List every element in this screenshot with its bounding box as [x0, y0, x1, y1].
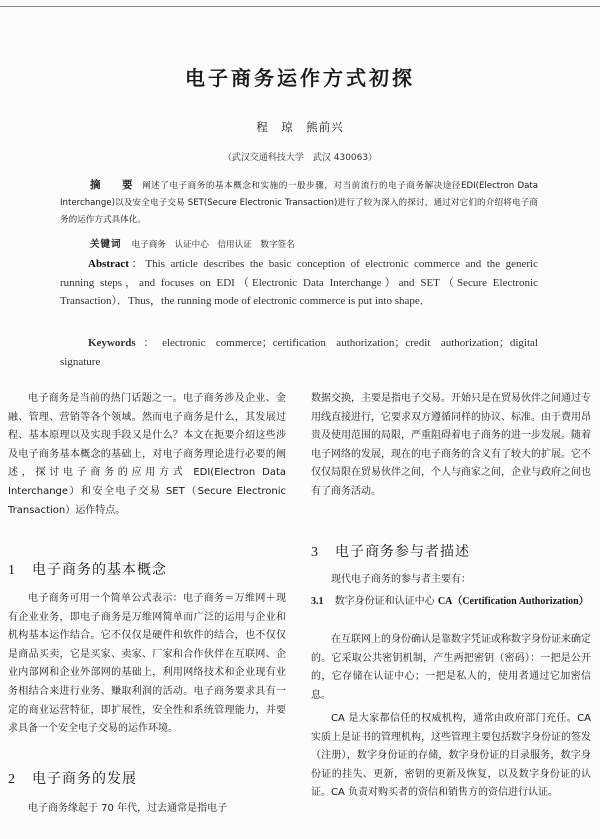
abstract-en-label: Abstract [88, 258, 129, 270]
section-2-paragraph: 电子商务缘起于 70 年代，过去通常是指电子 [28, 803, 228, 814]
top-rule [0, 6, 600, 7]
subsection-3-1-para1: 在互联网上的身份确认是靠数字凭证或称数字身份证来确定的。它采取公共密钥机制，产生两把密钥（密码）：一把是公开的，它存储在认证中心；一把是私人的，使用者通过它加密信息。 [311, 634, 591, 701]
paper-title: 电子商务运作方式初探 [185, 66, 415, 90]
keywords-en [60, 334, 538, 371]
subsection-3-1-number: 3.1 [311, 596, 324, 607]
right-top-paragraph: 数据交换，主要是指电子交易。开始只是在贸易伙伴之间通过专用线直接进行，它要求双方遵循同样的协议、标准。由于费用昂贵及使用范围的局限，严重阻碍着电子商务的进一步发展。随着电子网络的发展，现在的电子商务的含义有了较大的扩展。它不仅仅局限在贸易伙伴之间，个人与商家之间，企业与政府之间也有了商务活动。 [311, 393, 591, 497]
section-1-heading [8, 559, 167, 579]
section-3-heading [311, 541, 470, 561]
affiliation: （武汉交通科技大学 武汉 430063） [222, 153, 378, 163]
section-1-number: 1 [8, 563, 16, 578]
abstract-en-text: ：This article describes the basic conception of electronic commerce and the generic running steps，and focuses on EDI（Electronic Data Interchange）and SET（Secure Electronic Transaction）．Thus，the running mode of electronic commerce is put into shape． [60, 258, 538, 307]
section-1-paragraph: 电子商务可用一个简单公式表示：电子商务＝万维网＋现有企业业务，即电子商务是万维网简单而广泛的运用与企业和机构基本运作结合。它不仅仅是硬件和软件的结合，也不仅仅是商品买卖，它是买家、卖家、厂家和合作伙伴在互联网、企业内部网和企业外部网的基础上，利用网络技术和企业现有业务相结合来进行业务、赚取利润的活动。电子商务要求具有一定的商业运营特征，即扩展性，安全性和系统管理能力，并要求具备一个安全电子交易的运作环境。 [8, 593, 286, 735]
section-2-title: 电子商务的发展 [32, 771, 137, 787]
keywords-cn [90, 236, 295, 250]
abstract-cn-text: 阐述了电子商务的基本概念和实施的一般步骤，对当前流行的电子商务解决途径EDI(Electron Data Interchange)以及安全电子交易 SET(Secure Electronic Transaction)进行了较为深入的探讨，通过对它们的介绍将电子商务的运作方式具体化。 [60, 181, 538, 225]
section-3-intro: 现代电子商务的参与者主要有： [331, 574, 471, 585]
paper-authors: 程 琼 熊前兴 [256, 120, 344, 134]
abstract-en [60, 255, 538, 311]
subsection-3-1-para2: CA 是大家都信任的权威机构，通常由政府部门充任。CA 实质上是证书的管理机构，这些管理主要包括数字身份证的签发（注册），数字身份证的存储，数字身份证的目录服务，数字身份证的挂失、更新，密钥的更新及恢复，以及数字身份证的认证。CA 负责对购买者的资信和销售方的资信进行认证。 [311, 713, 591, 799]
abstract-cn [60, 177, 538, 229]
subsection-3-1-title: 数字身份证和认证中心 [334, 596, 435, 607]
section-2-heading [8, 768, 137, 788]
subsection-3-1-heading [311, 593, 591, 611]
keywords-cn-text: 电子商务 认证中心 信用认证 数字签名 [131, 240, 295, 250]
abstract-cn-label: 摘 要 [90, 179, 139, 191]
keywords-cn-label: 关键词 [90, 239, 122, 250]
section-3-title: 电子商务参与者描述 [335, 544, 470, 560]
section-2-number: 2 [8, 772, 16, 787]
keywords-en-label: Keywords [88, 337, 136, 349]
subsection-3-1-title-en: CA（Certification Authorization） [437, 596, 589, 607]
intro-paragraph: 电子商务是当前的热门话题之一。电子商务涉及企业、金融、管理、营销等各个领域。然而电子商务是什么，其发展过程、基本原理以及实现手段又是什么？本文在扼要介绍这些涉及电子商务基本概念的基础上，对电子商务理论进行必要的阐述，探讨电子商务的应用方式 EDI(Electron Data Interchange）和安全电子交易 SET（Secure Electronic Transaction）运作特点。 [8, 393, 286, 516]
keywords-en-text: ：electronic commerce；certification authorization；credit authorization；digital signature [60, 337, 538, 368]
section-1-title: 电子商务的基本概念 [32, 562, 167, 578]
section-3-number: 3 [311, 545, 319, 560]
